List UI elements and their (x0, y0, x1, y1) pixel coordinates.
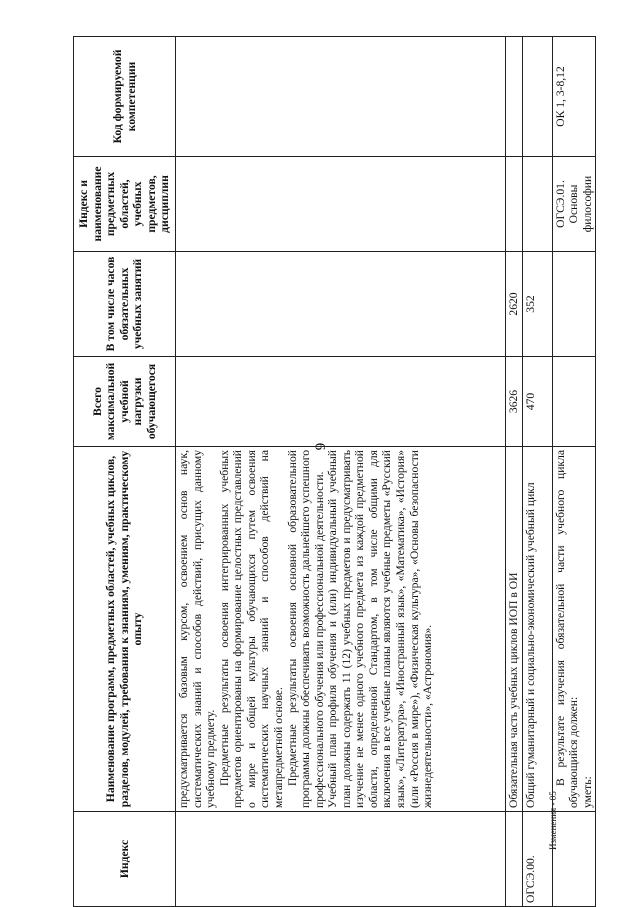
cell-empty (176, 37, 506, 157)
cell-empty (552, 252, 596, 357)
cell-empty (506, 812, 523, 907)
cell-empty (552, 357, 596, 447)
table-row (176, 37, 506, 907)
cell-empty (522, 37, 552, 157)
cell-name (552, 447, 596, 812)
header-competence: Код формируемой компетенции (74, 37, 176, 157)
cell-empty (176, 157, 506, 252)
cell-max-load: 470 (522, 357, 552, 447)
cell-name: Обязательная часть учебных циклов ИОП в ОИ (506, 447, 523, 812)
curriculum-table (73, 36, 596, 907)
table-row (552, 37, 596, 907)
result-text: В результате изучения обязательной части учебного цикла обучающийся должен: (553, 450, 581, 808)
cell-description (176, 447, 506, 812)
cell-empty (506, 157, 523, 252)
cell-subject-index: ОГСЭ.01. Основы философии (552, 157, 596, 252)
header-max-load: Всего максимальной учебной нагрузки обучающегося (74, 357, 176, 447)
cell-max-load: 3626 (506, 357, 523, 447)
page-number: 6 (311, 442, 328, 451)
paragraph-4: Учебный план профиля обучения и (или) индивидуальный учебный план должны содержать 11 (12) учебных предметов и предусматривать изучение не менее одного учебного предмета из каждой предметной области, определенной Стандартом, в том числе общими для включения в все учебные планы являются учебные предметы «Русский язык», «Литература», «Иностранный язык», «Математика», «История» (или «Россия в мире»), «Физическая культура», «Основы безопасности жизнедеятельности», «Астрономия». (326, 450, 435, 808)
header-subject-index: Индекс и наименование предметных областей, учебных предметов, дисциплин (74, 157, 176, 252)
cell-empty (506, 37, 523, 157)
paragraph-3: Предметные результаты освоения основной образовательной программы должны обеспечивать возможность дальнейшего успешного профессионального обучения или профессиональной деятельности. (285, 450, 326, 808)
table-header-row (74, 37, 176, 907)
cell-empty (522, 157, 552, 252)
cell-empty (176, 252, 506, 357)
header-name: Наименование программ, предметных областей, учебных циклов, разделов, модулей, требования к знаниям, умениям, практическому опыту (74, 447, 176, 812)
cell-mandatory: 2620 (506, 252, 523, 357)
table-row (522, 37, 552, 907)
rotated-table-wrapper (73, 37, 594, 907)
paragraph-2: Предметные результаты освоения интегрированных учебных предметов ориентированы на формирование целостных представлений о мире и общей культуры обучающихся путем освоения систематических научных знаний и способов действий на метапредметной основе. (217, 450, 285, 808)
header-mandatory: В том числе часов обязательных учебных занятий (74, 252, 176, 357)
cell-empty (552, 812, 596, 907)
paragraph-1: предусматривается базовым курсом, освоением основ наук, систематических знаний и способов действий, присущих данному учебному предмету. (177, 450, 218, 808)
cell-empty (176, 357, 506, 447)
cell-index: ОГСЭ.00. (522, 812, 552, 907)
result-skill-label: уметь: (580, 776, 594, 808)
footer-note: Изменения - 05 (548, 791, 558, 850)
header-index: Индекс (74, 812, 176, 907)
cell-empty (176, 812, 506, 907)
table-row (506, 37, 523, 907)
cell-mandatory: 352 (522, 252, 552, 357)
cell-name: Общий гуманитарный и социально-экономический учебный цикл (522, 447, 552, 812)
cell-competence: ОК 1, 3-8,12 (552, 37, 596, 157)
